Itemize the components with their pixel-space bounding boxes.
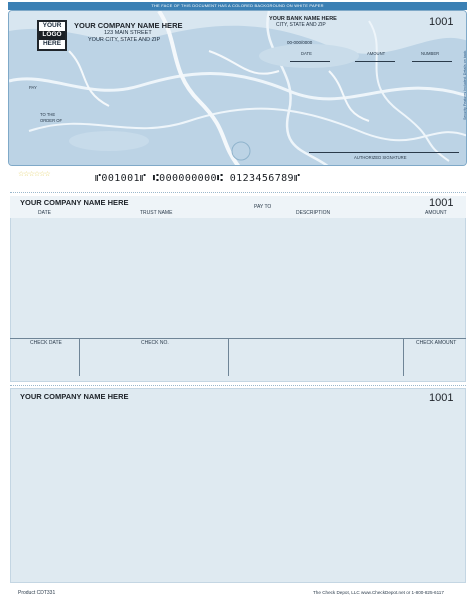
- summary-divider-1: [79, 338, 80, 376]
- company-address-line2: YOUR CITY, STATE AND ZIP: [88, 37, 161, 43]
- voucher2-company-name: YOUR COMPANY NAME HERE: [20, 392, 129, 401]
- check-number: 1001: [429, 16, 454, 28]
- to-the-label: TO THE: [40, 112, 56, 117]
- hologram-stars: ☆☆☆☆☆☆: [18, 171, 50, 178]
- security-features-text: Security Features Included. Details on back.: [463, 49, 467, 120]
- voucher1-check-number: 1001: [429, 197, 454, 209]
- col-date: DATE: [38, 210, 51, 216]
- authorized-signature-label: AUTHORIZED SIGNATURE: [354, 155, 407, 160]
- date-label: DATE: [301, 51, 312, 56]
- logo-text-line2: LOGO: [42, 31, 62, 38]
- voucher-stub-2: [10, 388, 466, 583]
- order-of-label: ORDER OF: [40, 118, 63, 123]
- company-address-line1: 123 MAIN STREET: [104, 30, 152, 36]
- col-check-no: CHECK NO.: [141, 340, 169, 346]
- voucher1-pay-to: PAY TO: [254, 204, 272, 210]
- company-name: YOUR COMPANY NAME HERE: [74, 21, 183, 30]
- amount-label: AMOUNT: [367, 51, 386, 56]
- bank-city: CITY, STATE AND ZIP: [276, 22, 326, 28]
- logo-text-line3: HERE: [42, 40, 62, 47]
- col-trust-name: TRUST NAME: [140, 210, 173, 216]
- date-line: [290, 61, 330, 62]
- bank-name: YOUR BANK NAME HERE: [269, 16, 337, 22]
- company-logo: [37, 20, 67, 51]
- col-check-date: CHECK DATE: [30, 340, 62, 346]
- col-description: DESCRIPTION: [296, 210, 331, 216]
- amount-line: [355, 61, 395, 62]
- product-code: Product CDT331: [18, 590, 56, 596]
- pay-label: PAY: [29, 85, 37, 90]
- check-face: [8, 10, 467, 166]
- logo-text-line1: YOUR: [42, 22, 62, 29]
- voucher2-check-number: 1001: [429, 392, 454, 404]
- number-label: NUMBER: [421, 51, 440, 56]
- micr-line: ⑈001001⑈ ⑆000000000⑆ 0123456789⑈: [95, 173, 301, 184]
- summary-divider-3: [403, 338, 404, 376]
- col-amount: AMOUNT: [425, 210, 447, 216]
- voucher1-company-name: YOUR COMPANY NAME HERE: [20, 198, 129, 207]
- vendor-info: The Check Depot, LLC www.CheckDepot.net or 1-800-825-6117: [313, 590, 444, 595]
- perforation-line-2: [10, 385, 466, 386]
- col-check-amount: CHECK AMOUNT: [416, 340, 457, 346]
- number-line: [412, 61, 452, 62]
- fraction-code: 00-000/0000: [287, 40, 313, 45]
- background-notice-banner: THE FACE OF THIS DOCUMENT HAS A COLORED BACKGROUND ON WHITE PAPER: [8, 2, 467, 10]
- summary-divider-2: [228, 338, 229, 376]
- signature-line: [309, 152, 459, 153]
- marble-background: [9, 11, 467, 166]
- perforation-line-1: [10, 192, 466, 193]
